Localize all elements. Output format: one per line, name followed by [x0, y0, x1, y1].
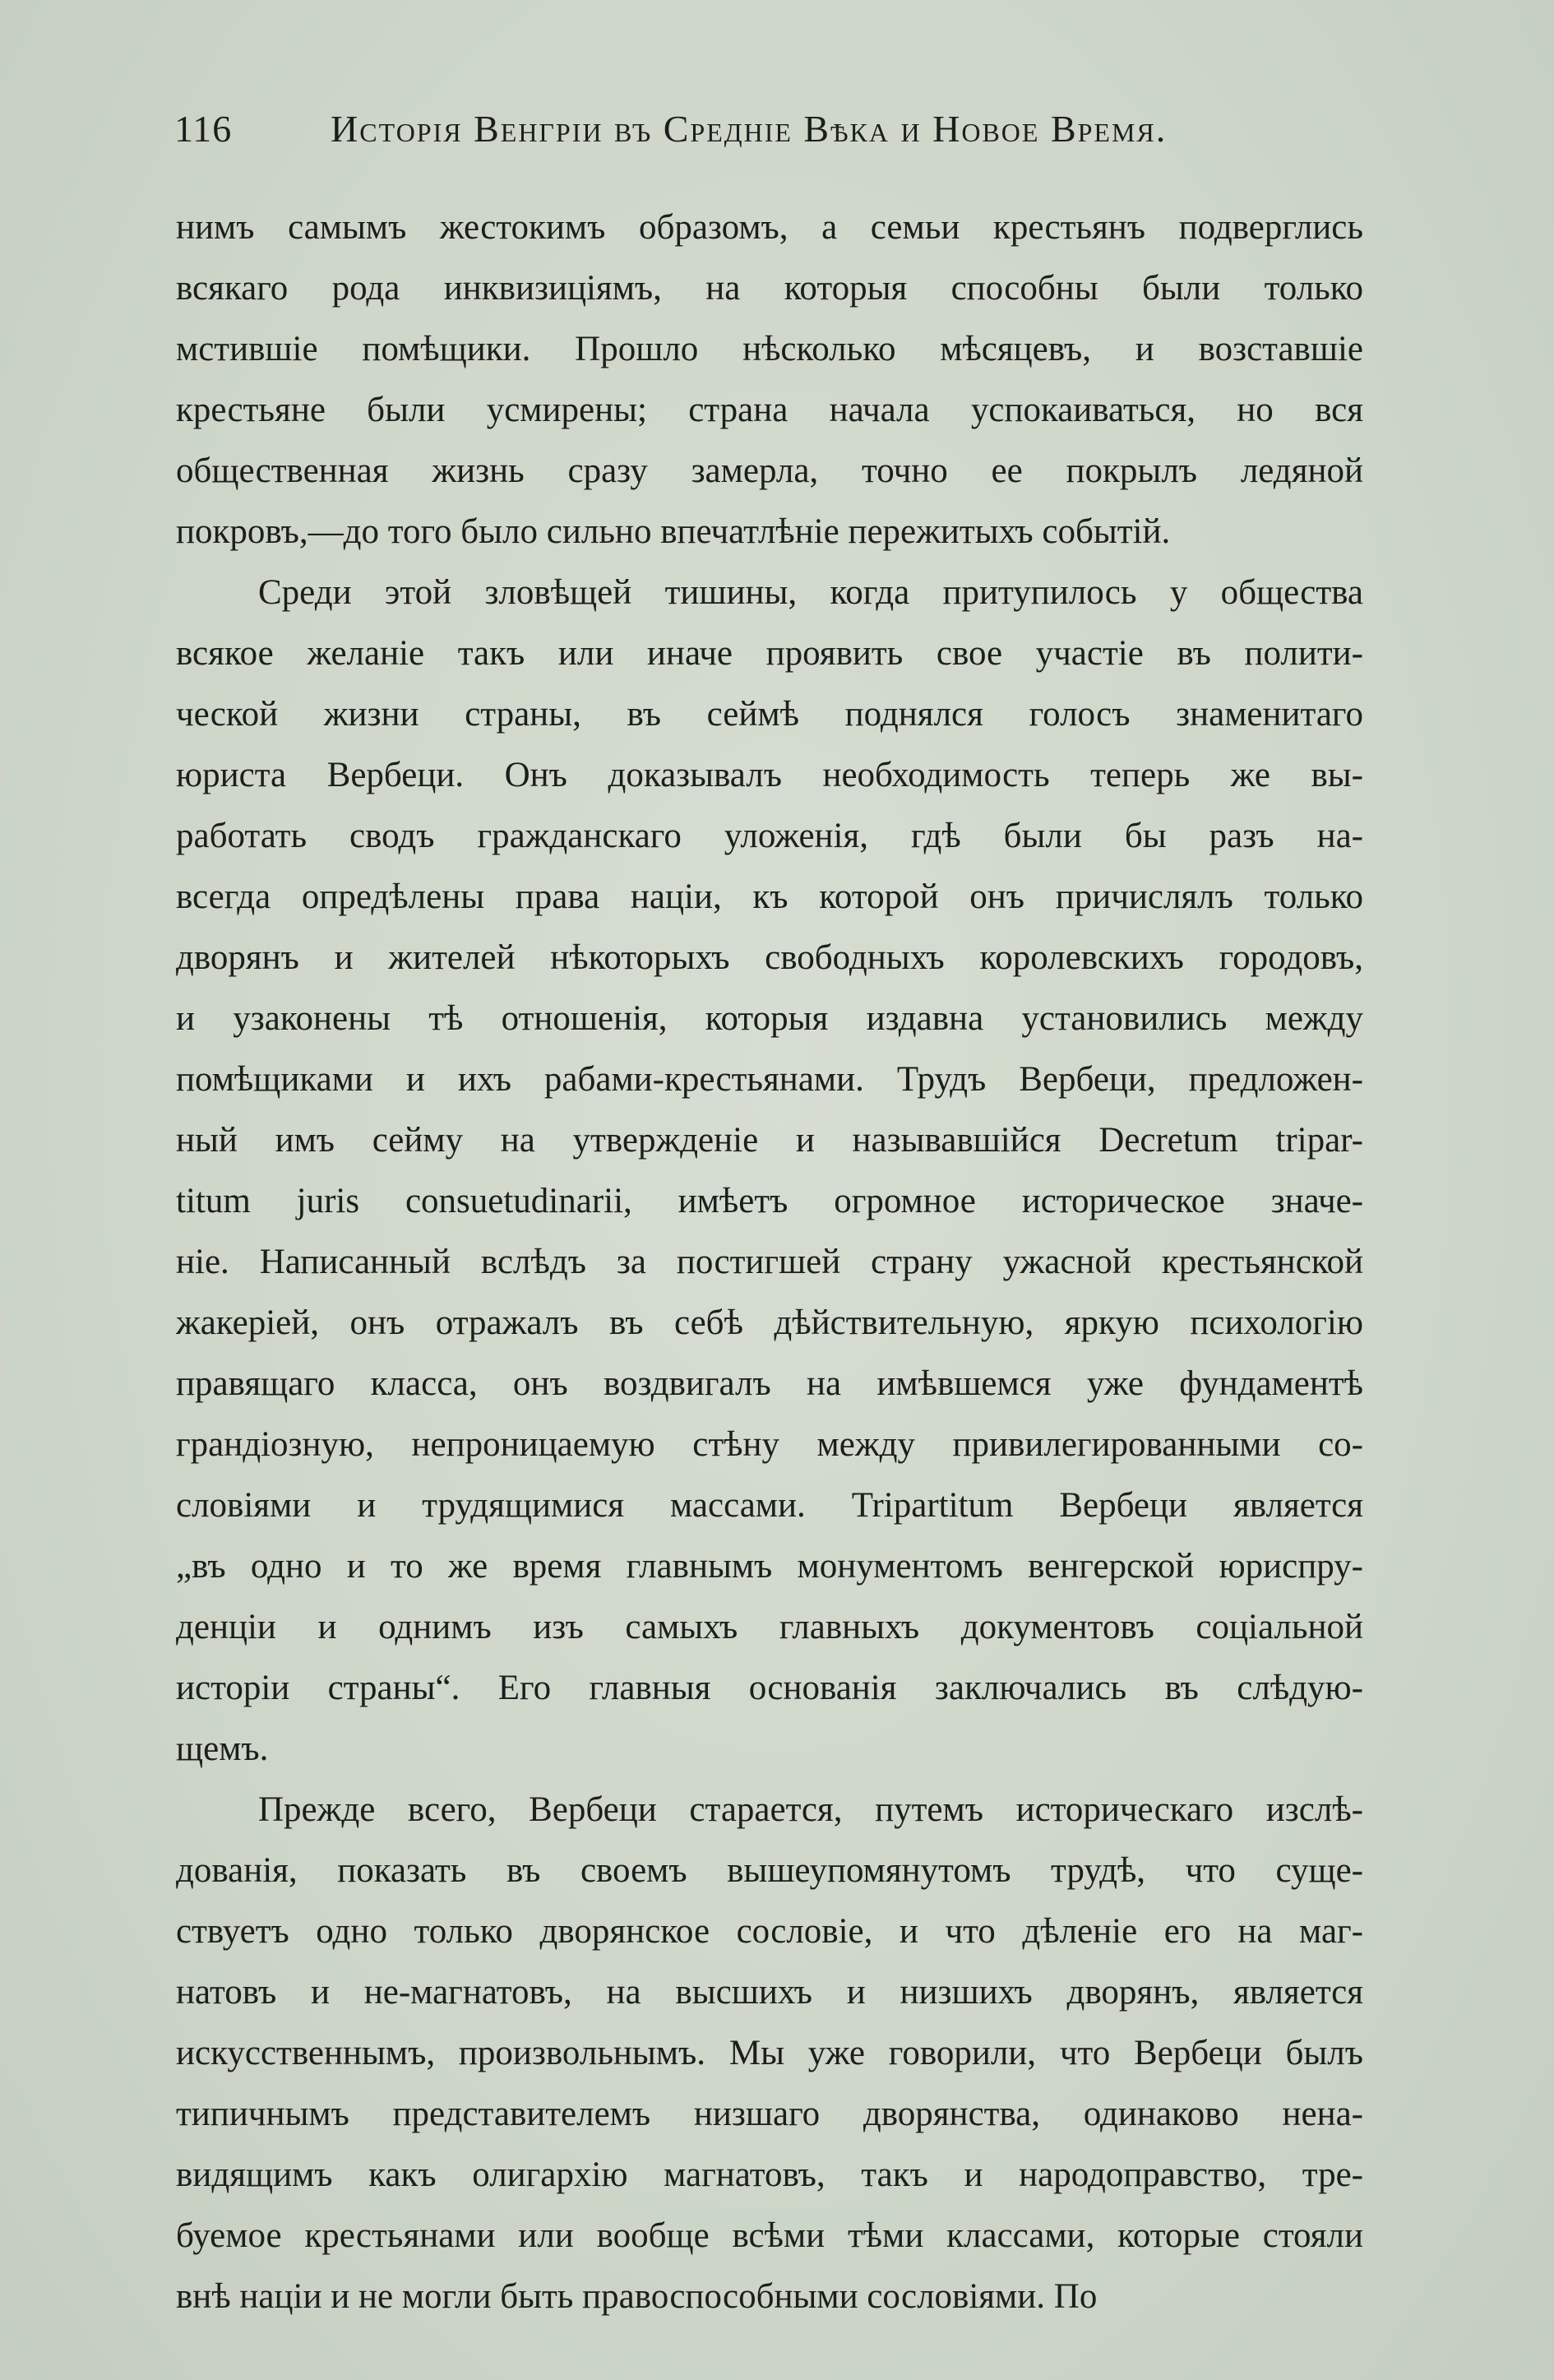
text-line: жакеріей, онъ отражалъ въ себѣ дѣйствительную, яркую психологію: [176, 1303, 1363, 1342]
text-line: ніе. Написанный вслѣдъ за постигшей страну ужасной крестьянской: [176, 1243, 1363, 1281]
text-line: всякое желаніе такъ или иначе проявить свое участіе въ полити-: [176, 634, 1363, 673]
text-line: помѣщиками и ихъ рабами-крестьянами. Трудъ Вербеци, предложен-: [176, 1060, 1363, 1099]
text-line: ческой жизни страны, въ сеймѣ поднялся голосъ знаменитаго: [176, 695, 1363, 734]
text-line: щемъ.: [176, 1729, 269, 1768]
text-line: дованія, показать въ своемъ вышеупомянутомъ трудѣ, что суще-: [176, 1851, 1363, 1890]
page-number: 116: [174, 108, 233, 150]
text-line: „въ одно и то же время главнымъ монументомъ венгерской юриспру-: [176, 1547, 1363, 1586]
text-line: грандіозную, непроницаемую стѣну между привилегированными со-: [176, 1425, 1363, 1464]
body-text: [176, 197, 1363, 2327]
text-line: мстившіе помѣщики. Прошло нѣсколько мѣсяцевъ, и возставшіе: [176, 330, 1363, 368]
text-line: Прежде всего, Вербеци старается, путемъ историческаго изслѣ-: [258, 1790, 1363, 1829]
text-line: общественная жизнь сразу замерла, точно ее покрылъ ледяной: [176, 451, 1363, 490]
text-line: работать сводъ гражданскаго уложенія, гдѣ были бы разъ на-: [176, 817, 1363, 855]
text-line: денціи и однимъ изъ самыхъ главныхъ документовъ соціальной: [176, 1608, 1363, 1646]
text-line: словіями и трудящимися массами. Tripartitum Вербеци является: [176, 1486, 1363, 1525]
text-line: типичнымъ представителемъ низшаго дворянства, одинаково нена-: [176, 2095, 1363, 2133]
text-line: юриста Вербеци. Онъ доказывалъ необходимость теперь же вы-: [176, 756, 1363, 794]
text-line: крестьяне были усмирены; страна начала успокаиваться, но вся: [176, 391, 1363, 429]
text-line: Среди этой зловѣщей тишины, когда притупилось у общества: [258, 573, 1363, 612]
paragraph: [176, 197, 1363, 563]
text-line: всегда опредѣлены права націи, къ которой онъ причислялъ только: [176, 877, 1363, 916]
text-line: titum juris consuetudinarii, имѣетъ огромное историческое значе-: [176, 1182, 1363, 1220]
text-line: ный имъ сейму на утвержденіе и называвшійся Decretum tripar-: [176, 1121, 1363, 1160]
paragraph: [176, 563, 1363, 1780]
text-line: буемое крестьянами или вообще всѣми тѣми классами, которые стояли: [176, 2216, 1363, 2255]
paragraph: [176, 1780, 1363, 2327]
text-line: дворянъ и жителей нѣкоторыхъ свободныхъ королевскихъ городовъ,: [176, 938, 1363, 977]
text-line: и узаконены тѣ отношенія, которыя издавна установились между: [176, 999, 1363, 1038]
text-line: нимъ самымъ жестокимъ образомъ, а семьи крестьянъ подверглись: [176, 208, 1363, 247]
text-line: покровъ,—до того было сильно впечатлѣніе пережитыхъ событій.: [176, 512, 1171, 551]
text-line: ствуетъ одно только дворянское сословіе, и что дѣленіе его на маг-: [176, 1912, 1363, 1951]
text-line: искусственнымъ, произвольнымъ. Мы уже говорили, что Вербеци былъ: [176, 2034, 1363, 2072]
page-header: [174, 107, 1367, 164]
text-line: видящимъ какъ олигархію магнатовъ, такъ и народоправство, тре-: [176, 2155, 1363, 2194]
text-line: внѣ націи и не могли быть правоспособными сословіями. По: [176, 2277, 1098, 2316]
running-title: Исторія Венгріи въ Средніе Вѣка и Новое Время.: [331, 108, 1168, 150]
text-line: исторіи страны“. Его главныя основанія заключались въ слѣдую-: [176, 1669, 1363, 1707]
text-line: правящаго класса, онъ воздвигалъ на имѣвшемся уже фундаментѣ: [176, 1364, 1363, 1403]
text-line: натовъ и не-магнатовъ, на высшихъ и низшихъ дворянъ, является: [176, 1973, 1363, 2012]
text-line: всякаго рода инквизиціямъ, на которыя способны были только: [176, 269, 1363, 308]
